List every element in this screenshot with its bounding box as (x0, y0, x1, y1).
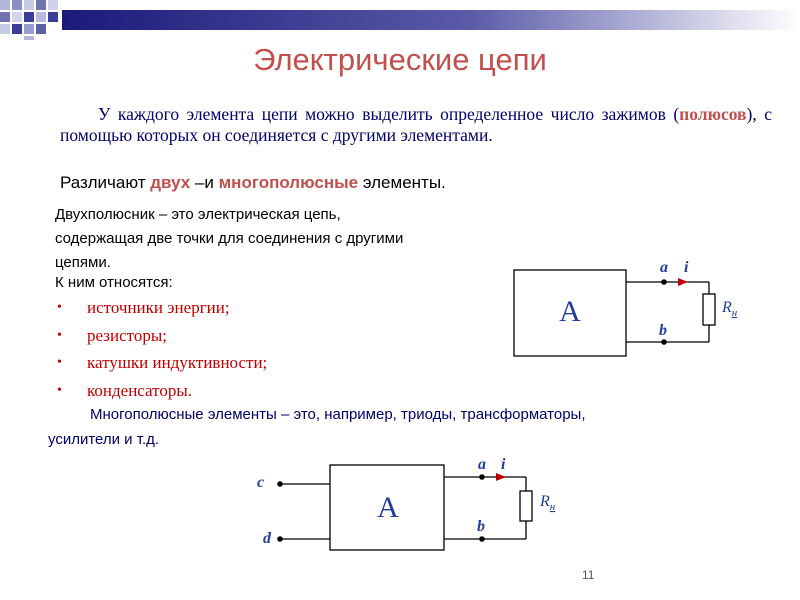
terminal-a-dot (479, 474, 485, 480)
definition-line: содержащая две точки для соединения с другими (55, 230, 404, 247)
multipole-paragraph (48, 402, 728, 452)
intro-highlight: полюсов (679, 104, 747, 124)
kinds-prefix: Различают (60, 173, 151, 192)
kinds-middle: –и (190, 173, 219, 192)
terminal-b-label: b (477, 518, 485, 535)
terminal-b-dot (479, 536, 485, 542)
load-r: R (722, 299, 732, 316)
bullet: • (57, 382, 62, 398)
terminal-c-label: c (257, 474, 265, 491)
list-item-text: источники энергии; (87, 298, 230, 317)
terminal-a-dot (661, 279, 667, 285)
intro-paragraph (60, 104, 772, 146)
resistor (520, 491, 532, 521)
list-item-text: катушки индуктивности; (87, 353, 268, 372)
load-label (721, 299, 738, 319)
terminal-d-label: d (263, 530, 271, 547)
terminal-c-dot (277, 481, 283, 487)
current-label: i (501, 456, 506, 473)
kinds-suffix: элементы. (358, 173, 446, 192)
multipole-line: усилители и т.д. (48, 431, 160, 448)
bullet: • (57, 355, 62, 370)
page-number: 11 (582, 568, 595, 582)
list-item-text: конденсаторы. (87, 380, 193, 400)
current-arrow-icon (496, 473, 506, 481)
terminal-b-label: b (659, 322, 667, 339)
terminal-a-label: a (478, 456, 486, 473)
current-label: i (684, 259, 689, 276)
kinds-multi: многополюсные (218, 173, 359, 192)
kinds-two: двух (150, 173, 191, 192)
load-subscript: н (549, 501, 556, 513)
intro-text-before: У каждого элемента цепи можно выделить определенное число зажимов ( (98, 104, 680, 124)
terminal-b-dot (661, 339, 667, 345)
kinds-paragraph (60, 172, 446, 193)
definition-line: цепями. (55, 254, 111, 271)
includes-label: К ним относятся: (55, 274, 173, 291)
two-pole-circuit-diagram (500, 250, 780, 370)
resistor (703, 294, 715, 325)
block-a-label: A (559, 295, 581, 328)
terminal-d-dot (277, 536, 283, 542)
load-r: R (540, 493, 550, 510)
block-a-label: A (377, 491, 399, 524)
terminal-a-label: a (660, 259, 668, 276)
load-label (539, 493, 556, 513)
multi-pole-circuit-diagram (250, 450, 580, 560)
intro-text-after: ), с помощью которых он соединяется с другими элементами. (60, 104, 772, 145)
slide-title: Электрические цепи (253, 42, 547, 77)
current-arrow-icon (678, 278, 688, 286)
bullet: • (57, 327, 62, 343)
definition-line: Двухполюсник – это электрическая цепь, (55, 206, 341, 223)
header-decoration (0, 0, 800, 40)
list-item-text: резисторы; (87, 325, 167, 345)
bullet: • (57, 300, 62, 315)
multipole-line: Многополюсные элементы – это, например, триоды, трансформаторы, (90, 406, 586, 423)
definition-block (55, 203, 495, 275)
load-subscript: н (731, 307, 738, 319)
